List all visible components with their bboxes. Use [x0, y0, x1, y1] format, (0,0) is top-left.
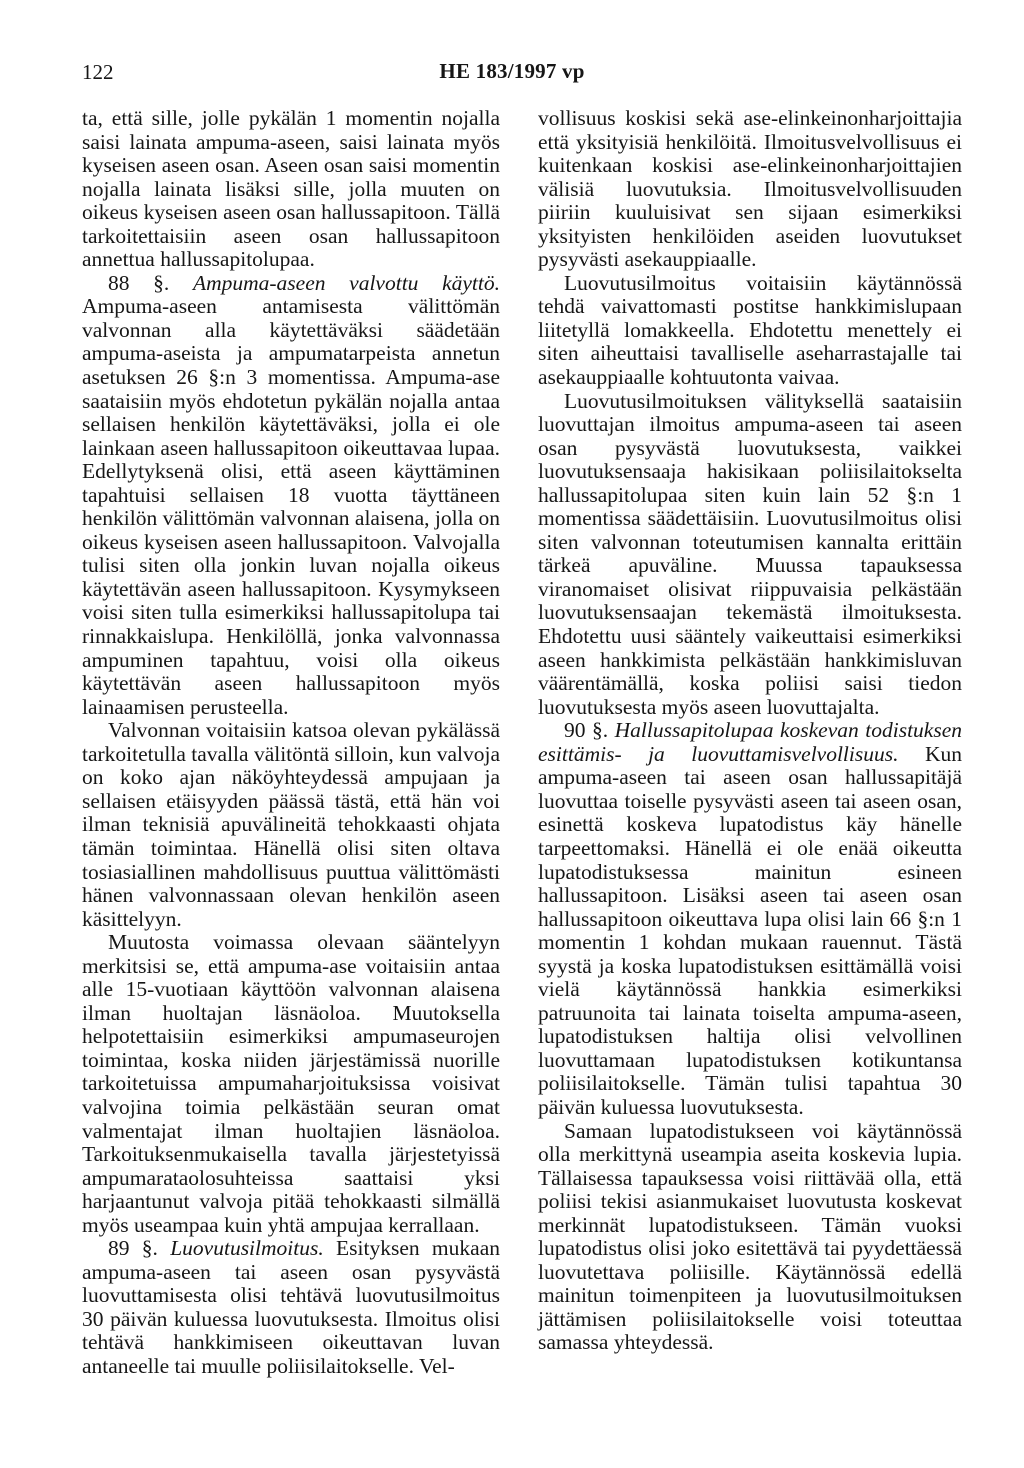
page-number: 122 [82, 60, 114, 84]
paragraph [538, 1120, 962, 1355]
section-number: 89 §. [108, 1236, 171, 1261]
left-column [82, 107, 500, 1379]
paragraph-section-88 [82, 272, 500, 719]
section-number: 90 §. [564, 718, 615, 743]
section-title: Luovutusilmoitus. [170, 1236, 324, 1261]
paragraph [82, 107, 500, 272]
right-column [538, 107, 962, 1355]
section-title: Hallussapitolupaa koskevan todistuksen esittämis- ja luovuttamisvelvollisuus. [538, 718, 962, 766]
paragraph-text: Ampuma-aseen antamisesta välittömän valvonnan alla käytettäväksi säädetään ampuma-aseista ja ampumatarpeista annetun asetuksen 26 §:n 3 momentissa. Ampuma-ase saataisiin myös ehdotetun pykälän nojalla antaa sellaisen henkilön käytettäväksi, jolla ei ole lainkaan aseen hallussapitoon oikeuttavaa lupaa. Edellytyksenä olisi, että aseen käyttäminen tapahtuisi sellaisen 18 vuotta täyttäneen henkilön välittömän valvonnan alaisena, jolla on oikeus kyseisen aseen hallussapitoon. Valvojalla tulisi siten olla jonkin luvan nojalla oikeus käytettävän aseen hallussapitoon. Kysymykseen voisi siten tulla esimerkiksi hallussapitolupa tai rinnakkaislupa. Henkilöllä, jonka valvonnassa ampuminen tapahtuu, voisi olla oikeus käytettävän aseen hallussapitoon myös lainaamisen perusteella. [82, 294, 500, 719]
paragraph-text: ta, että sille, jolle pykälän 1 momentin nojalla saisi lainata ampuma-aseen, saisi lainata myös kyseisen aseen osan. Aseen osan saisi momentin nojalla lainata lisäksi sille, jolla muuten on oikeus kyseisen aseen osan hallussapitoon. Tällä tarkoitettaisiin aseen osan hallussapitoon annettua hallussapitolupaa. [82, 106, 500, 272]
paragraph-text: Muutosta voimassa olevaan sääntelyyn merkitsisi se, että ampuma-ase voitaisiin antaa alle 15-vuotiaan käyttöön valvonnan alaisena ilman huoltajan läsnäoloa. Muutoksella helpotettaisiin esimerkiksi ampumaseurojen toimintaa, koska niiden järjestämissä nuorille tarkoitetuissa ampumaharjoituksissa voisivat valvojina toimia pelkästään seuran omat valmentajat ilman huoltajien läsnäoloa. Tarkoituksenmukaisella tavalla järjestetyissä ampumarataolosuhteissa saattaisi yksi harjaantunut valvoja pitää tehokkaasti silmällä myös useampaa kuin yhtä ampujaa kerrallaan. [82, 930, 500, 1237]
document-id: HE 183/1997 vp [439, 59, 585, 83]
paragraph-text: Valvonnan voitaisiin katsoa olevan pykälässä tarkoitetulla tavalla välitöntä silloin, kun valvoja on koko ajan näköyhteydessä ampujaan ja sellaisen etäisyyden päässä tästä, että hän voi ilman teknisiä apuvälineitä tehokkaasti ohjata tämän toimintaa. Hänellä olisi siten oltava tosiasiallinen mahdollisuus puuttua välittömästi hänen valvonnassaan olevan henkilön aseen käsittelyyn. [82, 718, 500, 931]
paragraph-text: Luovutusilmoituksen välityksellä saataisiin luovuttajan ilmoitus ampuma-aseen tai aseen osan pysyvästä luovutuksesta, vaikkei luovutuksensaaja hakisikaan poliisilaitokselta hallussapitolupaa siten kuin lain 52 §:n 1 momentissa säädettäisiin. Luovutusilmoitus olisi siten valvonnan toteutumisen kannalta erittäin tärkeä apuväline. Muussa tapauksessa viranomaiset olisivat riippuvaisia pelkästään luovutuksensaajan tekemästä ilmoituksesta. Ehdotettu uusi sääntely vaikeuttaisi esimerkiksi aseen hankkimista pelkästään hankkimisluvan väärentämällä, koska poliisi saisi tiedon luovutuksesta myös aseen luovuttajalta. [538, 388, 962, 719]
paragraph [538, 107, 962, 272]
section-title: Ampuma-aseen valvottu käyttö. [192, 270, 500, 295]
paragraph [82, 719, 500, 931]
paragraph-text: Kun ampuma-aseen tai aseen osan hallussapitäjä luovuttaa toiselle pysyvästi aseen tai aseen osan, esinettä koskeva lupatodistus käy hänelle tarpeettomaksi. Hänellä ei ole enää oikeutta lupatodistuksessa mainitun esineen hallussapitoon. Lisäksi aseen tai aseen osan hallussapitoon oikeuttava lupa olisi lain 66 §:n 1 momentin 1 kohdan mukaan rauennut. Tästä syystä ja koska lupatodistuksen esittämällä voisi vielä käytännössä hankkia esimerkiksi patruunoita tai lainata toiselta ampuma-aseen, lupatodistuksen haltija olisi velvollinen luovuttamaan lupatodistuksen kotikuntansa poliisilaitokselle. Tämän tulisi tapahtua 30 päivän kuluessa luovutuksesta. [538, 741, 963, 1119]
paragraph [538, 272, 962, 390]
paragraph [82, 931, 500, 1237]
paragraph-text: Esityksen mukaan ampuma-aseen tai aseen osan pysyvästä luovuttamisesta olisi tehtävä luovutusilmoitus 30 päivän kuluessa luovutuksesta. Ilmoitus olisi tehtävä hankkimiseen oikeuttavan luvan antaneelle tai muulle poliisilaitokselle. Vel- [82, 1236, 500, 1378]
paragraph-section-90 [538, 719, 962, 1119]
paragraph-text: vollisuus koskisi sekä ase-elinkeinonharjoittajia että yksityisiä henkilöitä. Ilmoitusvelvollisuus ei kuitenkaan koskisi ase-elinkeinonharjoittajien välisiä luovutuksia. Ilmoitusvelvollisuuden piiriin kuuluisivat sen sijaan esimerkiksi yksityisten henkilöiden aseiden luovutukset pysyvästi asekauppiaalle. [538, 106, 962, 272]
section-number: 88 §. [108, 270, 193, 295]
paragraph-text: Luovutusilmoitus voitaisiin käytännössä tehdä vaivattomasti postitse hankkimislupaan liitetyllä lomakkeella. Ehdotettu menettely ei siten aiheuttaisi tavalliselle aseharrastajalle tai asekauppiaalle kohtuutonta vaivaa. [538, 270, 962, 390]
paragraph [538, 390, 962, 720]
paragraph-text: Samaan lupatodistukseen voi käytännössä olla merkittynä useampia aseita koskevia lupia. Tällaisessa tapauksessa voisi riittävää olla, että poliisi tekisi asianmukaiset luovutusta koskevat merkinnät lupatodistukseen. Tämän vuoksi lupatodistus olisi joko esitettävä tai pyydettäessä luovutettava poliisille. Käytännössä edellä mainitun toimenpiteen ja luovutusilmoituksen jättämisen poliisilaitokselle voisi toteuttaa samassa yhteydessä. [538, 1118, 962, 1355]
paragraph-section-89 [82, 1237, 500, 1378]
